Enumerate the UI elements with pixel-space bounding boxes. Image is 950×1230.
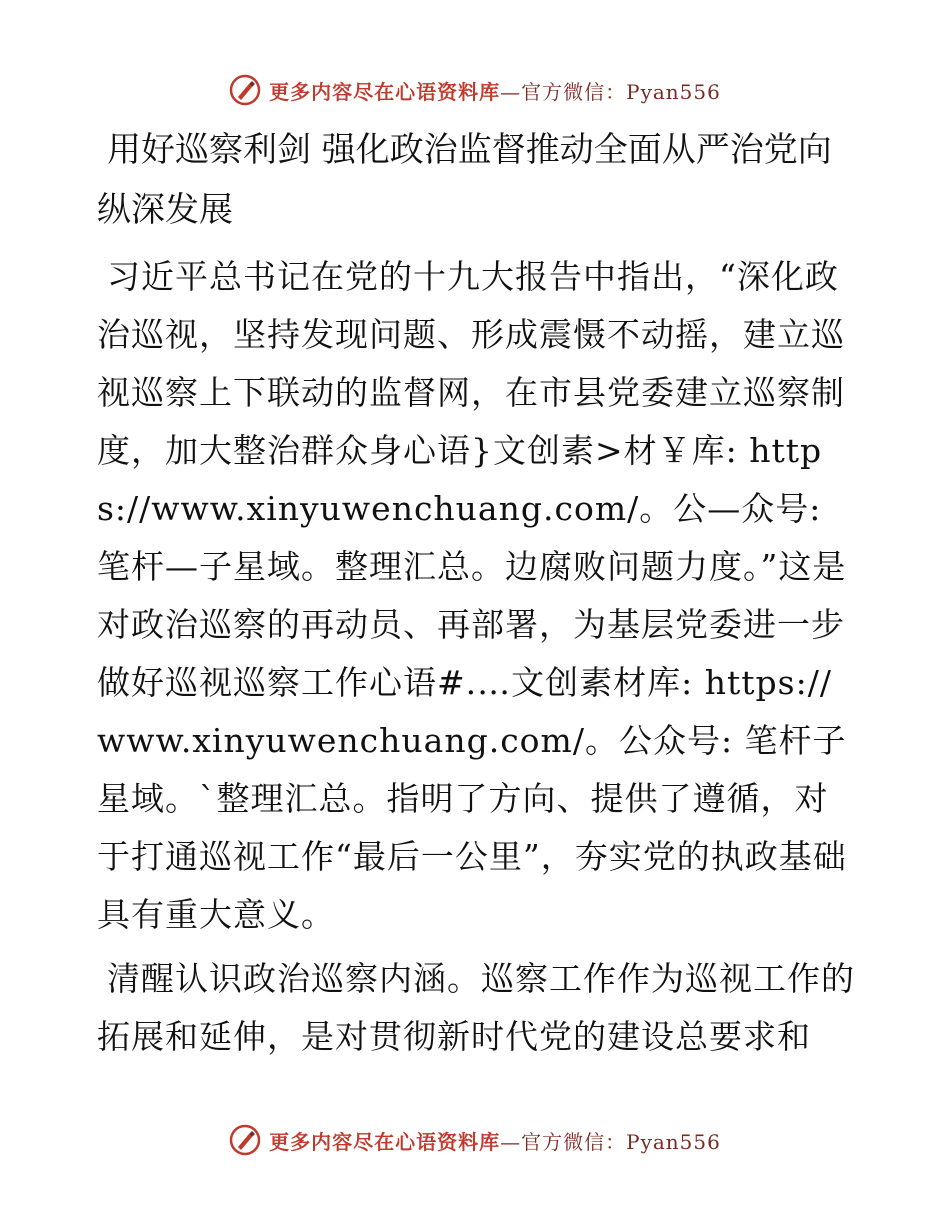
document-paragraph-2: 清醒认识政治巡察内涵。巡察工作作为巡视工作的拓展和延伸，是对贯彻新时代党的建设总要求和: [97, 959, 855, 1056]
document-title: 用好巡察利剑 强化政治监督推动全面从严治党向纵深发展: [97, 130, 832, 230]
footer-banner-main: 更多内容尽在心语资料库: [269, 1129, 501, 1154]
pen-logo-icon: [229, 1124, 261, 1156]
pen-logo-icon: [229, 74, 261, 106]
footer-banner-sep: —: [500, 1129, 522, 1154]
header-banner-sub: 官方微信：Pyan556: [521, 79, 721, 104]
footer-banner-sub: 官方微信：Pyan556: [521, 1129, 721, 1154]
document-body: [97, 120, 857, 1072]
header-banner-main: 更多内容尽在心语资料库: [269, 79, 501, 104]
header-banner: [0, 70, 950, 110]
footer-banner-text: [269, 1126, 721, 1155]
document-paragraph-1: 习近平总书记在党的十九大报告中指出，“深化政治巡视，坚持发现问题、形成震慑不动摇，建立巡视巡察上下联动的监督网，在市县党委建立巡察制度，加大整治群众身心语}文创素>材￥库: https://www.xinyuwenchuang.com/。公—众号: 笔杆—子星域。整理汇总。边腐败问题力度。”这是对政治巡察的再动员、再部署，为基层党委进一步做好巡视巡察工作心语#.…文创素材库: https://www.xinyuwenchuang.com/。公众号: 笔杆子星域。`整理汇总。指明了方向、提供了遵循，对于打通巡视工作“最后一公里”，夯实党的执政基础具有重大意义。: [97, 257, 847, 934]
header-banner-sep: —: [500, 79, 522, 104]
header-banner-text: [269, 76, 721, 105]
footer-banner: [0, 1120, 950, 1160]
